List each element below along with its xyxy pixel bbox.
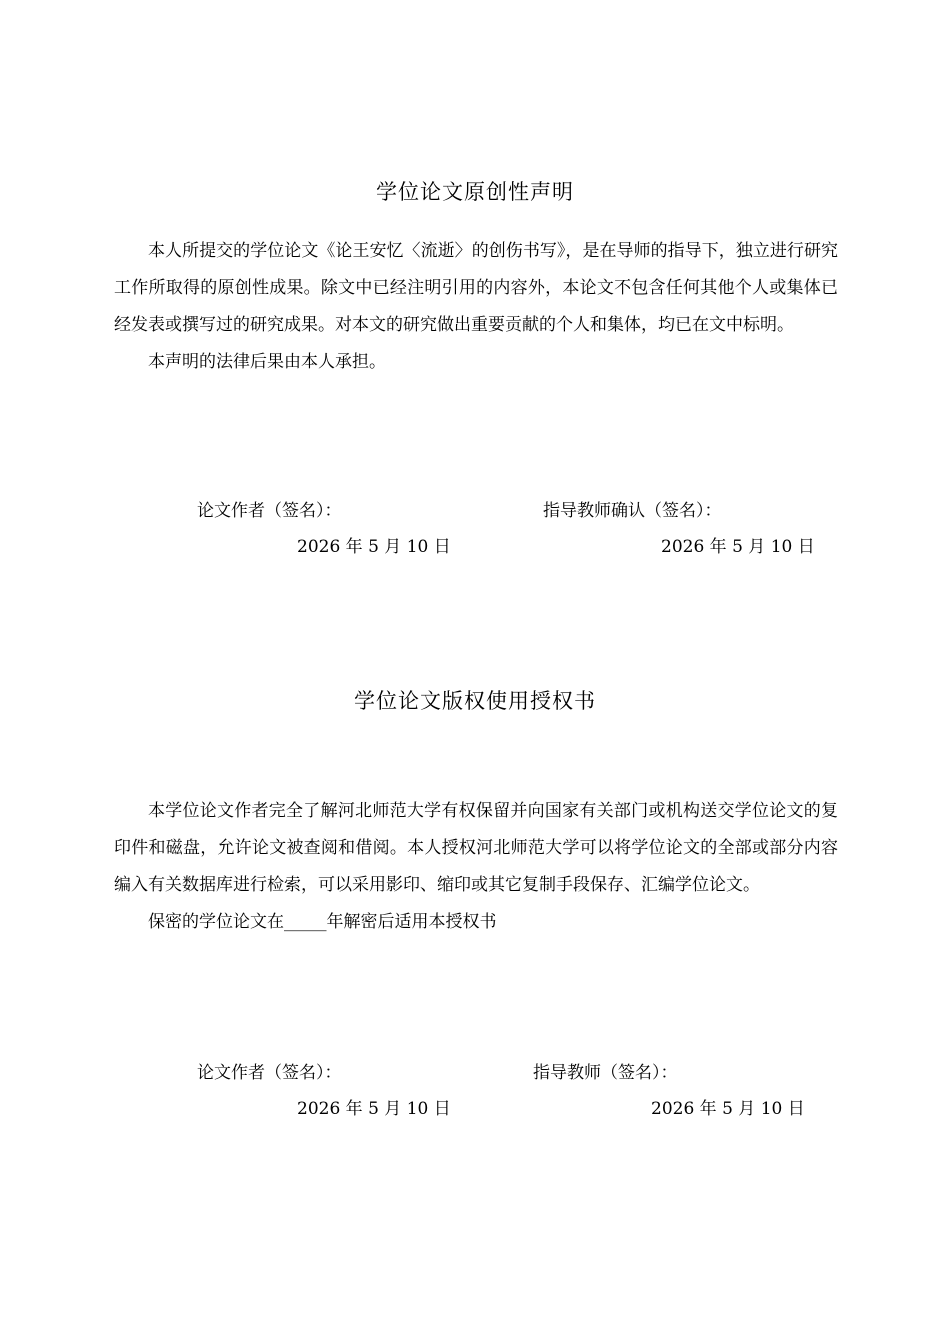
declaration-advisor-date: 2026 年 5 月 10 日: [661, 537, 815, 557]
authorization-advisor-sign-label: 指导教师（签名）：: [533, 1063, 678, 1083]
declaration-paragraph-1: 本人所提交的学位论文《论王安忆〈流逝〉的创伤书写》，是在导师的指导下，独立进行研究工作所取得的原创性成果。除文中已经注明引用的内容外，本论文不包含任何其他个人或集体已经发表或撰写过的研究成果。对本文的研究做出重要贡献的个人和集体，均已在文中标明。: [114, 241, 838, 335]
declaration-body: [114, 233, 838, 381]
declaration-title: 学位论文原创性声明: [376, 180, 574, 204]
authorization-title: 学位论文版权使用授权书: [354, 689, 596, 713]
declaration-author-date: 2026 年 5 月 10 日: [297, 537, 451, 557]
declaration-advisor-sign-label: 指导教师确认（签名）：: [543, 501, 722, 521]
authorization-advisor-date: 2026 年 5 月 10 日: [651, 1099, 805, 1119]
authorization-author-sign-label: 论文作者（签名）：: [197, 1063, 342, 1083]
authorization-paragraph-2: 保密的学位论文在_____年解密后适用本授权书: [148, 912, 497, 932]
declaration-paragraph-2: 本声明的法律后果由本人承担。: [148, 352, 386, 372]
authorization-author-date: 2026 年 5 月 10 日: [297, 1099, 451, 1119]
authorization-paragraph-1: 本学位论文作者完全了解河北师范大学有权保留并向国家有关部门或机构送交学位论文的复印件和磁盘，允许论文被查阅和借阅。本人授权河北师范大学可以将学位论文的全部或部分内容编入有关数据库进行检索，可以采用影印、缩印或其它复制手段保存、汇编学位论文。: [114, 801, 838, 895]
declaration-author-sign-label: 论文作者（签名）：: [197, 501, 342, 521]
authorization-body: [114, 793, 838, 941]
